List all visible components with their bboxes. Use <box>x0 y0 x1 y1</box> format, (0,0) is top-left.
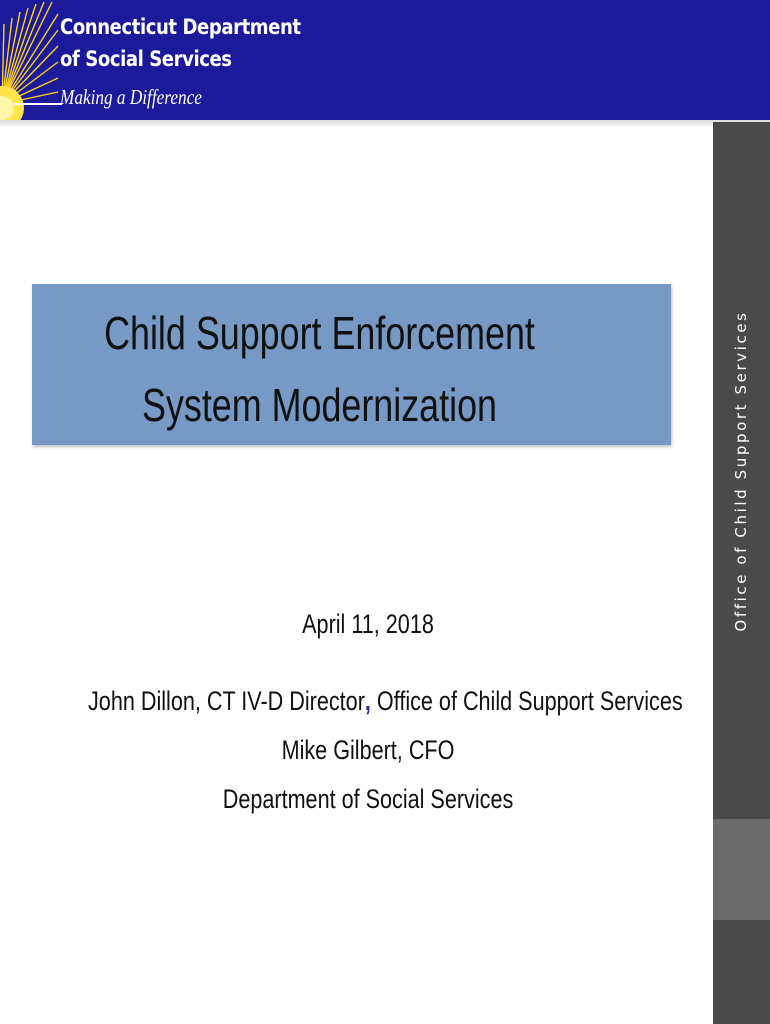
slide-title-line-2: System Modernization <box>142 379 497 431</box>
sunburst-icon <box>0 0 60 120</box>
presentation-date: April 11, 2018 <box>302 609 434 639</box>
presenter-1 <box>88 686 683 717</box>
sidebar <box>713 122 770 1024</box>
org-name-line-2: of Social Services <box>60 47 232 71</box>
tagline: Making a Difference <box>60 85 202 109</box>
presenter-1-name: John Dillon, CT IV-D Director <box>88 686 365 716</box>
sidebar-accent-band <box>713 819 770 920</box>
slide-title-line-1: Child Support Enforcement <box>104 307 535 359</box>
header-banner <box>0 0 770 120</box>
tagline-divider <box>14 103 62 105</box>
presenter-1-separator: , <box>364 686 371 716</box>
header-divider <box>0 120 770 126</box>
presenter-1-office: Office of Child Support Services <box>370 686 683 716</box>
presenter-3: Department of Social Services <box>222 784 514 814</box>
sidebar-label: Office of Child Support Services <box>732 310 750 632</box>
org-name-line-1: Connecticut Department <box>60 15 301 39</box>
presenter-2: Mike Gilbert, CFO <box>281 735 455 765</box>
